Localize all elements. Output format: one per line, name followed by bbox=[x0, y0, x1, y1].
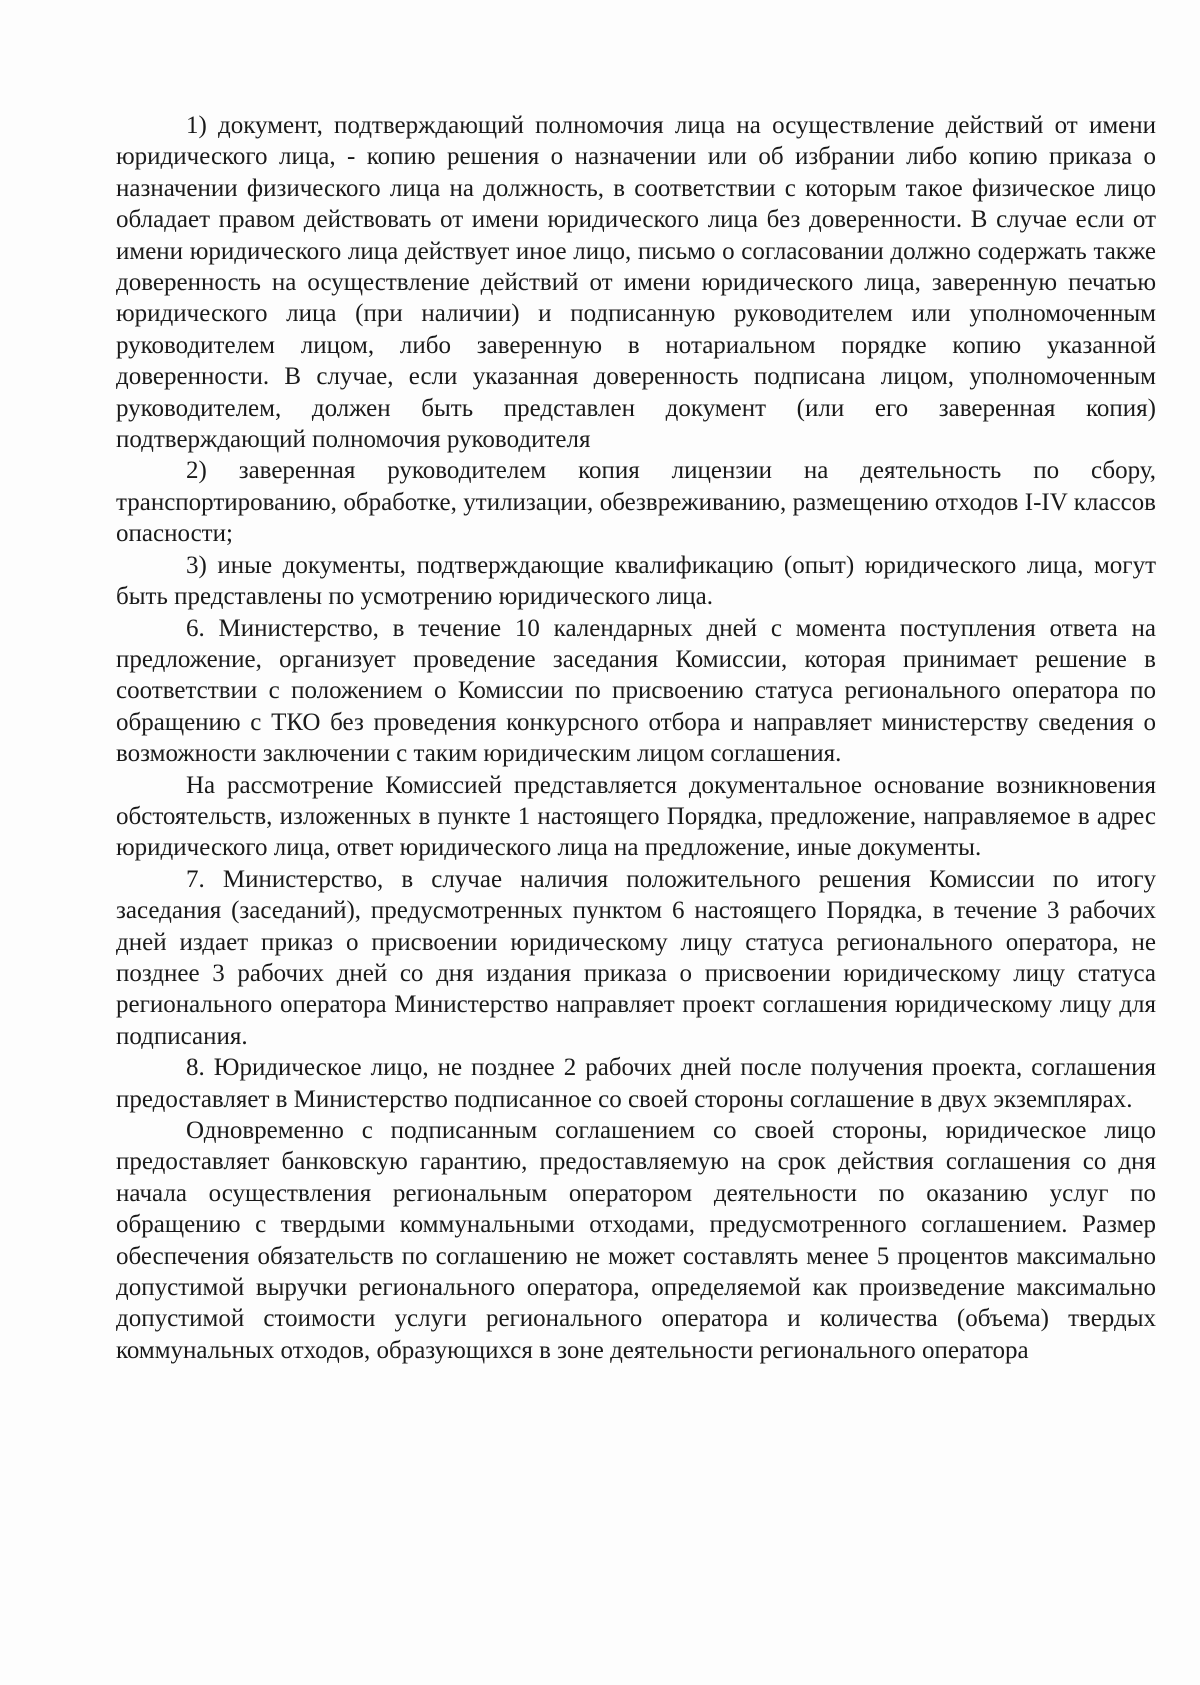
paragraph-commission-review: На рассмотрение Комиссией представляется документальное основание возникновения обстоятельств, изложенных в пункте 1 настоящего Порядка, предложение, направляемое в адрес юридического лица, ответ юридического лица на предложение, иные документы. bbox=[116, 771, 1156, 862]
paragraph-bank-guarantee: Одновременно с подписанным соглашением со своей стороны, юридическое лицо предоставляет банковскую гарантию, предоставляемую на срок действия соглашения со дня начала осуществления региональным оператором деятельности по оказанию услуг по обращению с твердыми коммунальными отходами, предусмотренного соглашением. Размер обеспечения обязательств по соглашению не может составлять менее 5 процентов максимально допустимой выручки регионального оператора, определяемой как произведение максимально допустимой стоимости услуги регионального оператора и количества (объема) твердых коммунальных отходов, образующихся в зоне деятельности регионального оператора bbox=[116, 1117, 1156, 1364]
paragraph-point-8: 8. Юридическое лицо, не позднее 2 рабочих дней после получения проекта, соглашения предоставляет в Министерство подписанное со своей стороны соглашение в двух экземплярах. bbox=[116, 1054, 1156, 1113]
paragraph-point-7: 7. Министерство, в случае наличия положительного решения Комиссии по итогу заседания (заседаний), предусмотренных пунктом 6 настоящего Порядка, в течение 3 рабочих дней издает приказ о присвоении юридическому лицу статуса регионального оператора, не позднее 3 рабочих дней со дня издания приказа о присвоении юридическому лицу статуса регионального оператора Министерство направляет проект соглашения юридическому лицу для подписания. bbox=[116, 865, 1156, 1050]
paragraph-item-3: 3) иные документы, подтверждающие квалификацию (опыт) юридического лица, могут быть представлены по усмотрению юридического лица. bbox=[116, 551, 1156, 611]
paragraph-item-2: 2) заверенная руководителем копия лицензии на деятельность по сбору, транспортированию, обработке, утилизации, обезвреживанию, размещению отходов I-IV классов опасности; bbox=[116, 457, 1156, 548]
paragraph-item-1: 1) документ, подтверждающий полномочия лица на осуществление действий от имени юридического лица, - копию решения о назначении или об избрании либо копию приказа о назначении физического лица на должность, в соответствии с которым такое физическое лицо обладает правом действовать от имени юридического лица без доверенности. В случае если от имени юридического лица действует иное лицо, письмо о согласовании должно содержать также доверенность на осуществление действий от имени юридического лица, заверенную печатью юридического лица (при наличии) и подписанную руководителем или уполномоченным руководителем лицом, либо заверенную в нотариальном порядке копию указанной доверенности. В случае, если указанная доверенность подписана лицом, уполномоченным руководителем, должен быть представлен документ (или его заверенная копия) подтверждающий полномочия руководителя bbox=[116, 112, 1156, 454]
document-body bbox=[116, 110, 1156, 1366]
paragraph-point-6: 6. Министерство, в течение 10 календарных дней с момента поступления ответа на предложение, организует проведение заседания Комиссии, которая принимает решение в соответствии с положением о Комиссии по присвоению статуса регионального оператора по обращению с ТКО без проведения конкурсного отбора и направляет министерству сведения о возможности заключении с таким юридическим лицом соглашения. bbox=[116, 614, 1156, 768]
